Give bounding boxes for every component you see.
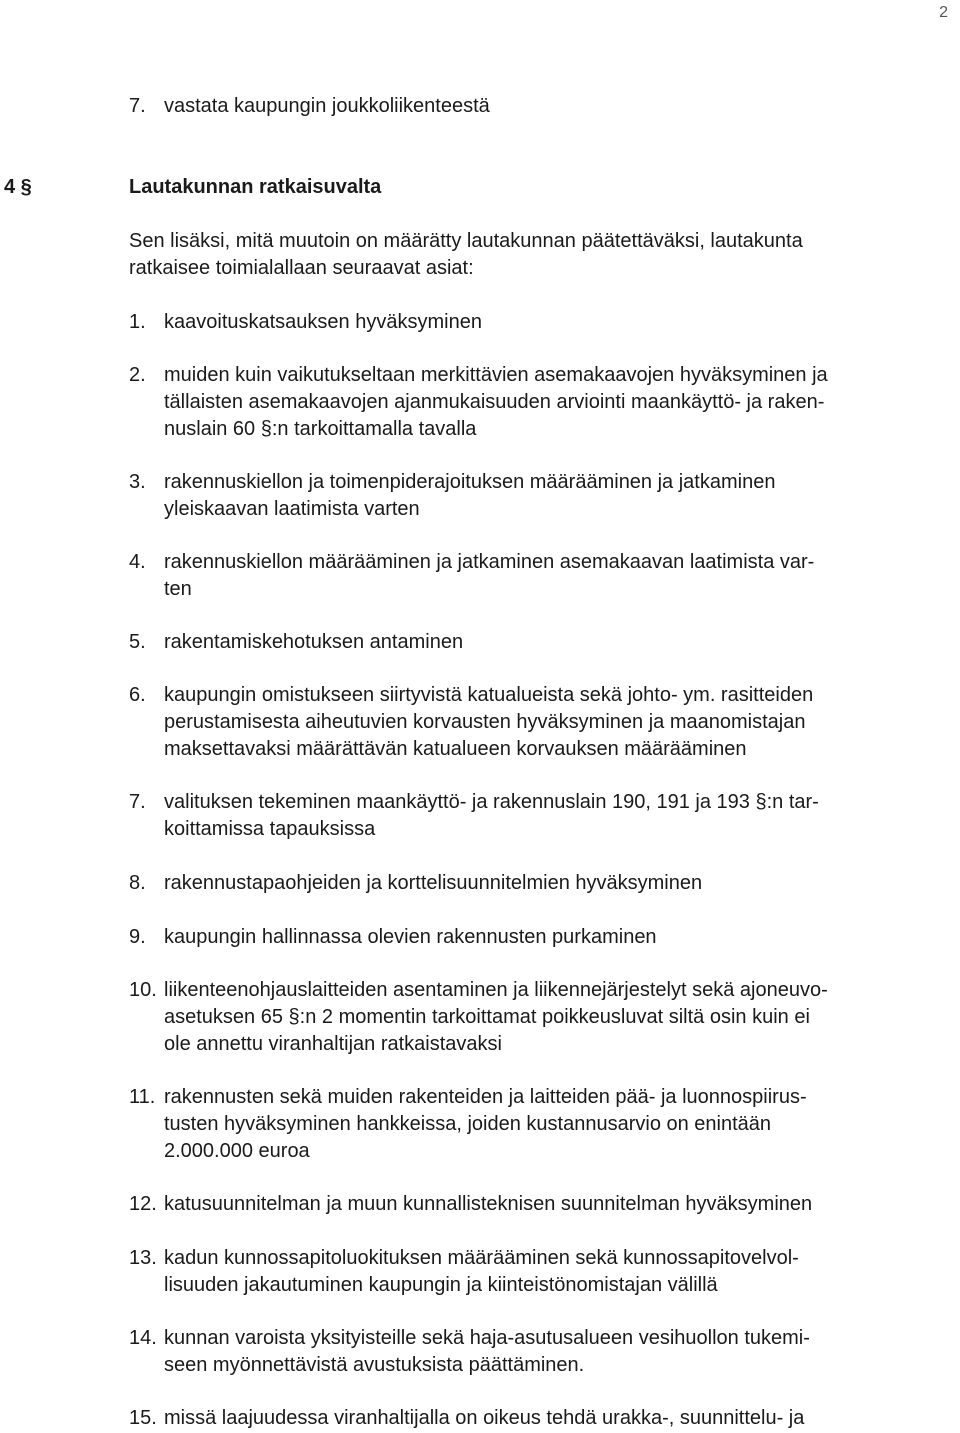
page-number: 2 — [939, 4, 948, 21]
list-item-text: rakennusten sekä muiden rakenteiden ja laitteiden pää- ja luonnospiirus- tusten hyväksyminen hankkeissa, joiden kustannusarvio on enintään 2.000.000 euroa — [164, 1086, 807, 1162]
list-item-number: 4. — [129, 551, 146, 573]
list-item-number: 5. — [129, 631, 146, 653]
section-intro: Sen lisäksi, mitä muutoin on määrätty lautakunnan päätettäväksi, lautakunta ratkaisee toimialallaan seuraavat asiat: — [129, 230, 803, 279]
list-item-text: kunnan varoista yksityisteille sekä haja-asutusalueen vesihuollon tukemi- seen myönnettävistä avustuksista päättäminen. — [164, 1327, 810, 1376]
list-item-number: 2. — [129, 364, 146, 386]
list-item-text: kaupungin omistukseen siirtyvistä katualueista sekä johto- ym. rasitteiden perustamisesta aiheutuvien korvausten hyväksyminen ja maanomistajan maksettavaksi määrättävän katualueen korvauksen määrääminen — [164, 684, 814, 760]
list-item-text: muiden kuin vaikutukseltaan merkittävien asemakaavojen hyväksyminen ja tällaisten asemakaavojen ajanmukaisuuden arviointi maankäyttö- ja raken- nuslain 60 §:n tarkoittamalla tavalla — [164, 364, 828, 440]
list-item-number: 3. — [129, 471, 146, 493]
list-item-text: kaavoituskatsauksen hyväksyminen — [164, 311, 482, 333]
list-item-number: 7. — [129, 95, 146, 117]
list-item-number: 13. — [129, 1247, 157, 1269]
list-item-number: 15. — [129, 1407, 157, 1429]
list-item-text: kaupungin hallinnassa olevien rakennusten purkaminen — [164, 926, 657, 948]
list-item-number: 7. — [129, 791, 146, 813]
list-item-number: 14. — [129, 1327, 157, 1349]
list-item-number: 12. — [129, 1193, 157, 1215]
list-item-number: 10. — [129, 979, 157, 1001]
list-item-text: valituksen tekeminen maankäyttö- ja rakennuslain 190, 191 ja 193 §:n tar- koittamissa tapauksissa — [164, 791, 819, 840]
list-item-text: liikenteenohjauslaitteiden asentaminen ja liikennejärjestelyt sekä ajoneuvo- asetuksen 65 §:n 2 momentin tarkoittamat poikkeusluvat siltä osin kuin ei ole annettu viranhaltijan ratkaistavaksi — [164, 979, 828, 1055]
list-item-number: 9. — [129, 926, 146, 948]
section-title: Lautakunnan ratkaisuvalta — [129, 176, 382, 198]
list-item-text: rakennuskiellon määrääminen ja jatkaminen asemakaavan laatimista var- ten — [164, 551, 815, 600]
list-item-text: kadun kunnossapitoluokituksen määrääminen sekä kunnossapitovelvol- lisuuden jakautuminen kaupungin ja kiinteistönomistajan välillä — [164, 1247, 799, 1296]
section-number: 4 § — [4, 176, 32, 198]
list-item-text: vastata kaupungin joukkoliikenteestä — [164, 95, 490, 117]
list-item-text: rakennuskiellon ja toimenpiderajoituksen määrääminen ja jatkaminen yleiskaavan laatimista varten — [164, 471, 776, 520]
list-item-text: missä laajuudessa viranhaltijalla on oikeus tehdä urakka-, suunnittelu- ja — [164, 1407, 805, 1429]
list-item-text: rakennustapaohjeiden ja korttelisuunnitelmien hyväksyminen — [164, 872, 703, 894]
list-item-number: 11. — [129, 1086, 156, 1108]
list-item-text: katusuunnitelman ja muun kunnallisteknisen suunnitelman hyväksyminen — [164, 1193, 813, 1215]
list-item-number: 8. — [129, 872, 146, 894]
list-item-number: 1. — [129, 311, 146, 333]
list-item-number: 6. — [129, 684, 146, 706]
list-item-text: rakentamiskehotuksen antaminen — [164, 631, 464, 653]
